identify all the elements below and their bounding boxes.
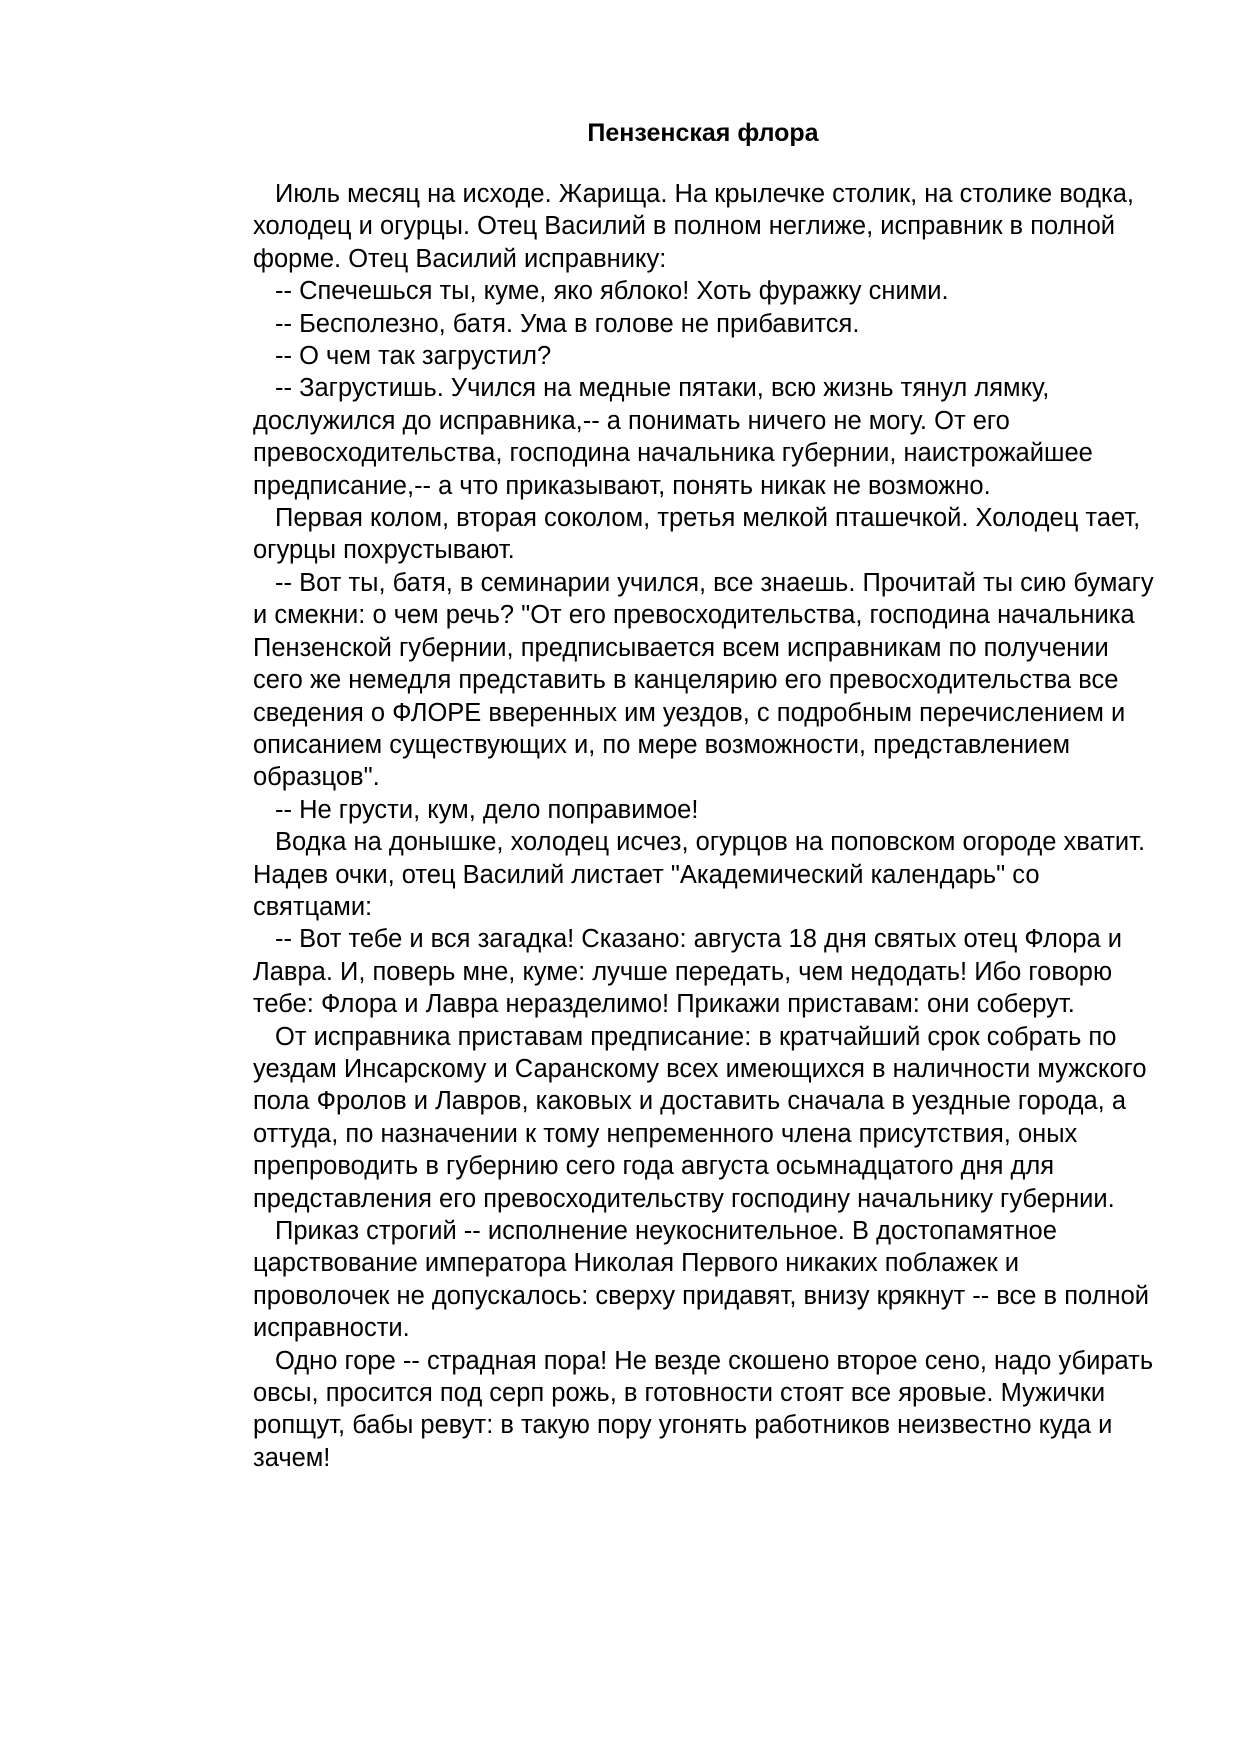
document-body — [253, 178, 1158, 1474]
paragraph: -- Бесполезно, батя. Ума в голове не прибавится. — [275, 309, 860, 338]
paragraph: Приказ строгий -- исполнение неукоснительное. В достопамятное царствование императора Николая Первого никаких поблажек и проволочек не допускалось: сверху придавят, внизу крякнут -- все в полной исправности. — [253, 1217, 1150, 1343]
paragraph: -- Спечешься ты, куме, яко яблоко! Хоть фуражку сними. — [275, 277, 949, 306]
paragraph: -- Вот ты, батя, в семинарии учился, все знаешь. Прочитай ты сию бумагу и смекни: о чем речь? "От его превосходительства, господина начальника Пензенской губернии, предписывается всем исправникам по получении сего же немедля представить в канцелярию его превосходительства все сведения о ФЛОРЕ вверенных им уездов, с подробным перечислением и описанием существующих и, по мере возможности, представлением образцов". — [253, 568, 1154, 792]
paragraph: От исправника приставам предписание: в кратчайший срок собрать по уездам Инсарскому и Саранскому всех имеющихся в наличности мужского пола Фролов и Лавров, каковых и доставить сначала в уездные города, а оттуда, по назначении к тому непременного члена присутствия, оных препроводить в губернию сего года августа осьмнадцатого дня для представления его превосходительству господину начальнику губернии. — [253, 1022, 1147, 1213]
paragraph: -- Вот тебе и вся загадка! Сказано: августа 18 дня святых отец Флора и Лавра. И, поверь мне, куме: лучше передать, чем недодать! Ибо говорю тебе: Флора и Лавра неразделимо! Прикажи приставам: они соберут. — [253, 925, 1122, 1019]
paragraph: Водка на донышке, холодец исчез, огурцов на поповском огороде хватит. Надев очки, отец Василий листает "Академический календарь" со святцами: — [253, 828, 1146, 921]
paragraph: Одно горе -- страдная пора! Не везде скошено второе сено, надо убирать овсы, просится под серп рожь, в готовности стоят все яровые. Мужички ропщут, бабы ревут: в такую пору угонять работников неизвестно куда и зачем! — [253, 1346, 1154, 1472]
paragraph: -- О чем так загрустил? — [275, 342, 552, 371]
paragraph: -- Не грусти, кум, дело поправимое! — [275, 795, 699, 824]
paragraph: -- Загрустишь. Учился на медные пятаки, всю жизнь тянул лямку, дослужился до исправника,-- а понимать ничего не могу. От его превосходительства, господина начальника губернии, наистрожайшее предписание,-- а что приказывают, понять никак не возможно. — [253, 374, 1093, 500]
paragraph: Первая колом, вторая соколом, третья мелкой пташечкой. Холодец тает, огурцы похрустывают. — [253, 504, 1141, 565]
document-title: Пензенская флора — [587, 119, 819, 147]
paragraph: Июль месяц на исходе. Жарища. На крылечке столик, на столике водка, холодец и огурцы. Отец Василий в полном неглиже, исправник в полной форме. Отец Василий исправнику: — [253, 180, 1134, 273]
